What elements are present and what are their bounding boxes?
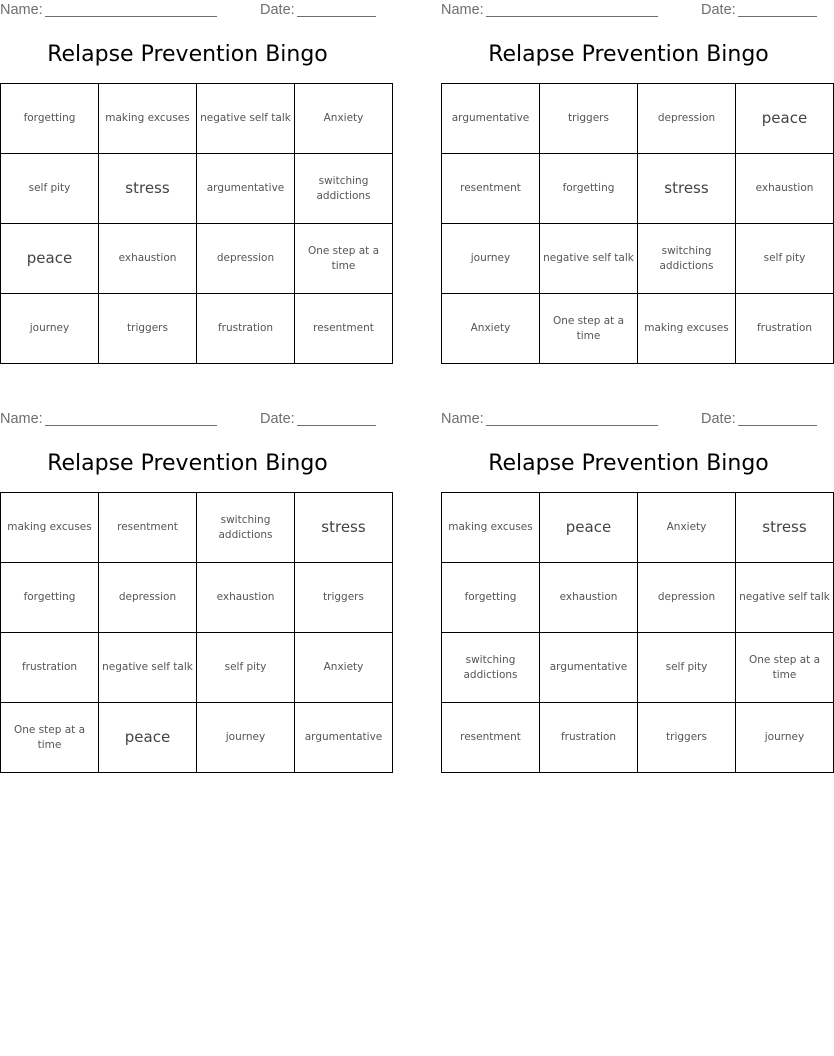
bingo-cell: resentment <box>442 703 540 773</box>
bingo-grid <box>441 83 834 364</box>
bingo-cell: Anxiety <box>295 633 393 703</box>
card-title: Relapse Prevention Bingo <box>488 451 769 476</box>
date-label: Date: <box>701 411 736 427</box>
bingo-cell: switching addictions <box>197 493 295 563</box>
bingo-cell: journey <box>1 294 99 364</box>
bingo-cell: making excuses <box>99 84 197 154</box>
bingo-cell: frustration <box>197 294 295 364</box>
bingo-cell: One step at a time <box>736 633 834 703</box>
bingo-card-1 <box>0 0 380 364</box>
name-label: Name: <box>0 2 43 18</box>
bingo-cell: frustration <box>540 703 638 773</box>
date-blank-line[interactable] <box>738 16 817 17</box>
bingo-cell: self pity <box>736 224 834 294</box>
bingo-cell: Anxiety <box>638 493 736 563</box>
bingo-cell: making excuses <box>442 493 540 563</box>
bingo-cell: triggers <box>99 294 197 364</box>
bingo-cell: exhaustion <box>736 154 834 224</box>
bingo-cell: frustration <box>736 294 834 364</box>
bingo-cell: One step at a time <box>540 294 638 364</box>
date-blank-line[interactable] <box>738 425 817 426</box>
bingo-cell: triggers <box>540 84 638 154</box>
bingo-cell: forgetting <box>1 84 99 154</box>
name-blank-line[interactable] <box>486 425 658 426</box>
bingo-grid <box>0 83 393 364</box>
bingo-cell: switching addictions <box>295 154 393 224</box>
name-label: Name: <box>441 411 484 427</box>
date-blank-line[interactable] <box>297 425 376 426</box>
grid-row <box>442 633 834 703</box>
bingo-cell: depression <box>638 84 736 154</box>
bingo-cell: making excuses <box>1 493 99 563</box>
bingo-cell: switching addictions <box>638 224 736 294</box>
bingo-cell: peace <box>1 224 99 294</box>
bingo-cell: exhaustion <box>99 224 197 294</box>
bingo-cell: journey <box>736 703 834 773</box>
bingo-cell: negative self talk <box>736 563 834 633</box>
name-blank-line[interactable] <box>486 16 658 17</box>
bingo-cell: resentment <box>442 154 540 224</box>
grid-row <box>442 563 834 633</box>
grid-row <box>442 493 834 563</box>
name-blank-line[interactable] <box>45 16 217 17</box>
bingo-cell: self pity <box>197 633 295 703</box>
grid-row <box>442 224 834 294</box>
bingo-cell: One step at a time <box>1 703 99 773</box>
grid-row <box>1 633 393 703</box>
bingo-cell: frustration <box>1 633 99 703</box>
date-label: Date: <box>701 2 736 18</box>
bingo-cell: triggers <box>638 703 736 773</box>
bingo-cell: forgetting <box>540 154 638 224</box>
name-label: Name: <box>441 2 484 18</box>
grid-row <box>442 84 834 154</box>
bingo-cell: forgetting <box>442 563 540 633</box>
bingo-cell: stress <box>99 154 197 224</box>
bingo-cell: self pity <box>1 154 99 224</box>
bingo-cell: exhaustion <box>540 563 638 633</box>
bingo-cell: resentment <box>99 493 197 563</box>
bingo-cell: triggers <box>295 563 393 633</box>
bingo-cell: One step at a time <box>295 224 393 294</box>
grid-row <box>442 294 834 364</box>
grid-row <box>1 224 393 294</box>
bingo-cell: peace <box>540 493 638 563</box>
bingo-cell: switching addictions <box>442 633 540 703</box>
bingo-cell: argumentative <box>197 154 295 224</box>
date-blank-line[interactable] <box>297 16 376 17</box>
bingo-cell: journey <box>442 224 540 294</box>
bingo-cell: stress <box>736 493 834 563</box>
grid-row <box>1 294 393 364</box>
card-title: Relapse Prevention Bingo <box>47 42 328 67</box>
date-label: Date: <box>260 411 295 427</box>
card-title: Relapse Prevention Bingo <box>488 42 769 67</box>
grid-row <box>1 703 393 773</box>
card-title: Relapse Prevention Bingo <box>47 451 328 476</box>
bingo-card-3 <box>0 409 383 773</box>
bingo-cell: peace <box>99 703 197 773</box>
grid-row <box>1 493 393 563</box>
bingo-cell: depression <box>638 563 736 633</box>
name-label: Name: <box>0 411 43 427</box>
bingo-grid <box>441 492 834 773</box>
bingo-cell: depression <box>197 224 295 294</box>
grid-row <box>1 84 393 154</box>
bingo-cell: argumentative <box>442 84 540 154</box>
bingo-cell: peace <box>736 84 834 154</box>
grid-row <box>1 154 393 224</box>
bingo-cell: exhaustion <box>197 563 295 633</box>
bingo-cell: journey <box>197 703 295 773</box>
date-label: Date: <box>260 2 295 18</box>
bingo-cell: argumentative <box>540 633 638 703</box>
bingo-grid <box>0 492 393 773</box>
bingo-cell: forgetting <box>1 563 99 633</box>
bingo-cell: negative self talk <box>99 633 197 703</box>
bingo-cell: stress <box>638 154 736 224</box>
bingo-cell: making excuses <box>638 294 736 364</box>
bingo-cell: depression <box>99 563 197 633</box>
name-blank-line[interactable] <box>45 425 217 426</box>
bingo-card-4 <box>441 409 830 773</box>
bingo-card-2 <box>441 0 816 364</box>
bingo-cell: stress <box>295 493 393 563</box>
grid-row <box>442 154 834 224</box>
grid-row <box>1 563 393 633</box>
bingo-cell: Anxiety <box>442 294 540 364</box>
bingo-cell: resentment <box>295 294 393 364</box>
bingo-cell: negative self talk <box>197 84 295 154</box>
bingo-cell: self pity <box>638 633 736 703</box>
bingo-cell: negative self talk <box>540 224 638 294</box>
grid-row <box>442 703 834 773</box>
bingo-cell: Anxiety <box>295 84 393 154</box>
bingo-cell: argumentative <box>295 703 393 773</box>
